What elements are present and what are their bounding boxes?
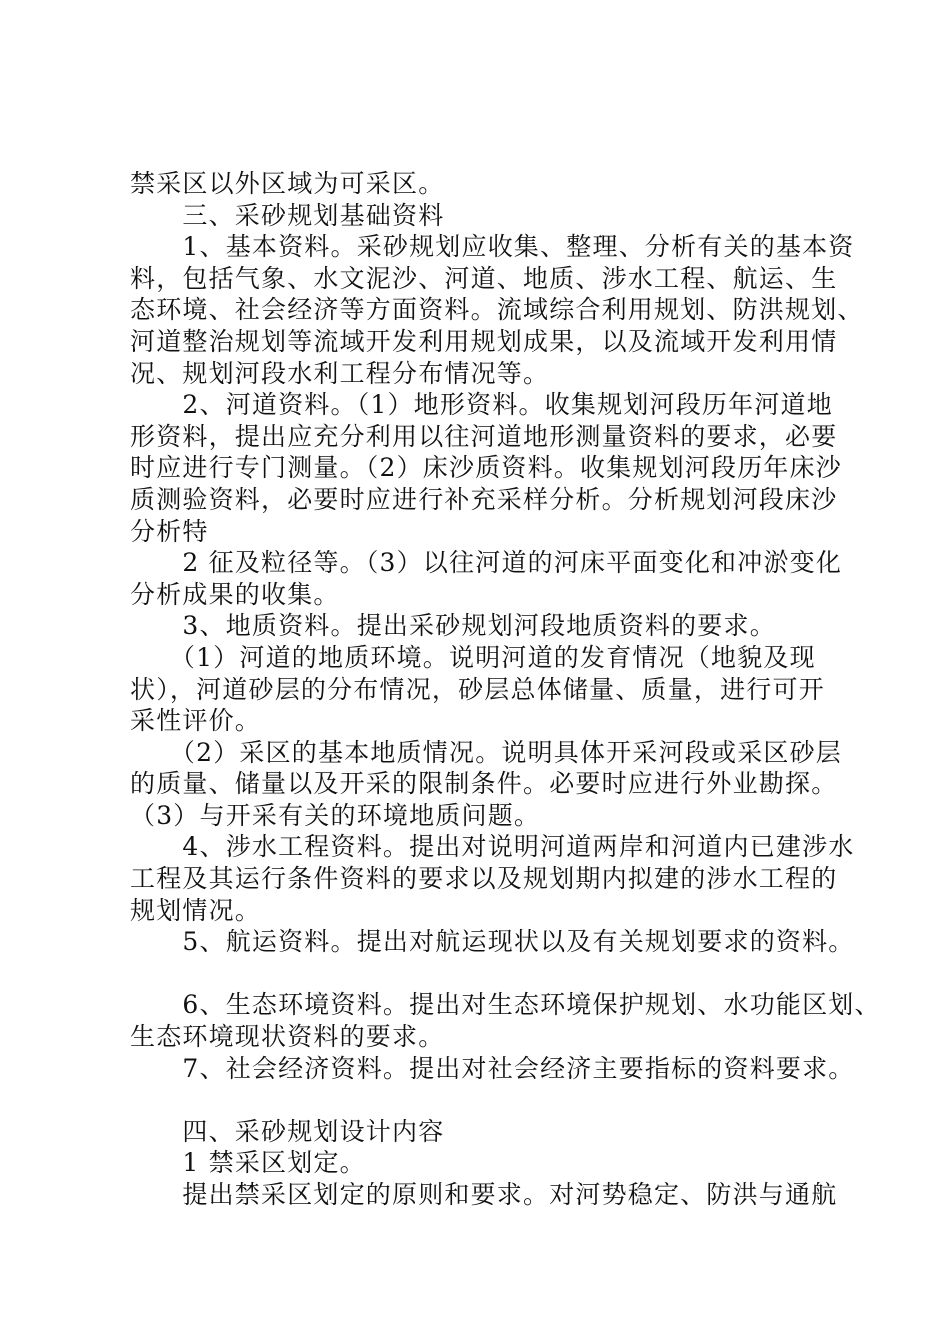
blank-line (130, 1084, 850, 1116)
text-line: 禁采区以外区域为可采区。 (130, 169, 445, 198)
text-line: 5、航运资料。提出对航运现状以及有关规划要求的资料。 (130, 927, 855, 957)
text-line: 况、规划河段水利工程分布情况等。 (130, 358, 550, 388)
text-line: 料，包括气象、水文泥沙、河道、地质、涉水工程、航运、生 (130, 263, 838, 293)
text-line: 状），河道砂层的分布情况，砂层总体储量、质量，进行可开 (130, 674, 825, 704)
text-line: 河道整治规划等流域开发利用规划成果，以及流域开发利用情 (130, 326, 838, 356)
text-line: 6、生态环境资料。提出对生态环境保护规划、水功能区划、 (130, 990, 881, 1020)
text-line: 工程及其运行条件资料的要求以及规划期内拟建的涉水工程的 (130, 864, 838, 894)
text-line: 时应进行专门测量。（2）床沙质资料。收集规划河段历年床沙 (130, 453, 843, 483)
text-line: 4、涉水工程资料。提出对说明河道两岸和河道内已建涉水 (130, 832, 855, 862)
text-line: 1、基本资料。采砂规划应收集、整理、分析有关的基本资 (130, 232, 855, 262)
text-line: （1）河道的地质环境。说明河道的发育情况（地貌及现 (130, 642, 816, 672)
text-line: 态环境、社会经济等方面资料。流域综合利用规划、防洪规划、 (130, 295, 864, 325)
text-line: （2）采区的基本地质情况。说明具体开采河段或采区砂层 (130, 737, 843, 767)
text-line: 3、地质资料。提出采砂规划河段地质资料的要求。 (130, 611, 776, 641)
text-line: 分析特 (130, 516, 209, 546)
text-line: 2 征及粒径等。（3）以往河道的河床平面变化和冲淤变化 (130, 548, 843, 578)
text-line: 质测验资料，必要时应进行补充采样分析。分析规划河段床沙 (130, 484, 838, 514)
text-line: 采性评价。 (130, 706, 262, 736)
text-line: 分析成果的收集。 (130, 579, 340, 609)
text-line: 形资料，提出应充分利用以往河道地形测量资料的要求，必要 (130, 421, 838, 451)
text-line: 2、河道资料。（1）地形资料。收集规划河段历年河道地 (130, 390, 833, 420)
text-line: （3）与开采有关的环境地质问题。 (130, 800, 541, 830)
text-line: 的质量、储量以及开采的限制条件。必要时应进行外业勘探。 (130, 769, 838, 799)
text-line: 7、社会经济资料。提出对社会经济主要指标的资料要求。 (130, 1053, 855, 1083)
text-line: 提出禁采区划定的原则和要求。对河势稳定、防洪与通航 (130, 1180, 838, 1209)
document-body (130, 168, 881, 1211)
subsection-heading: 1 禁采区划定。 (130, 1148, 366, 1178)
section-heading: 三、采砂规划基础资料 (130, 200, 445, 230)
text-line: 生态环境现状资料的要求。 (130, 1022, 445, 1052)
blank-line (130, 958, 850, 990)
section-heading: 四、采砂规划设计内容 (130, 1116, 445, 1146)
text-line: 规划情况。 (130, 895, 262, 925)
